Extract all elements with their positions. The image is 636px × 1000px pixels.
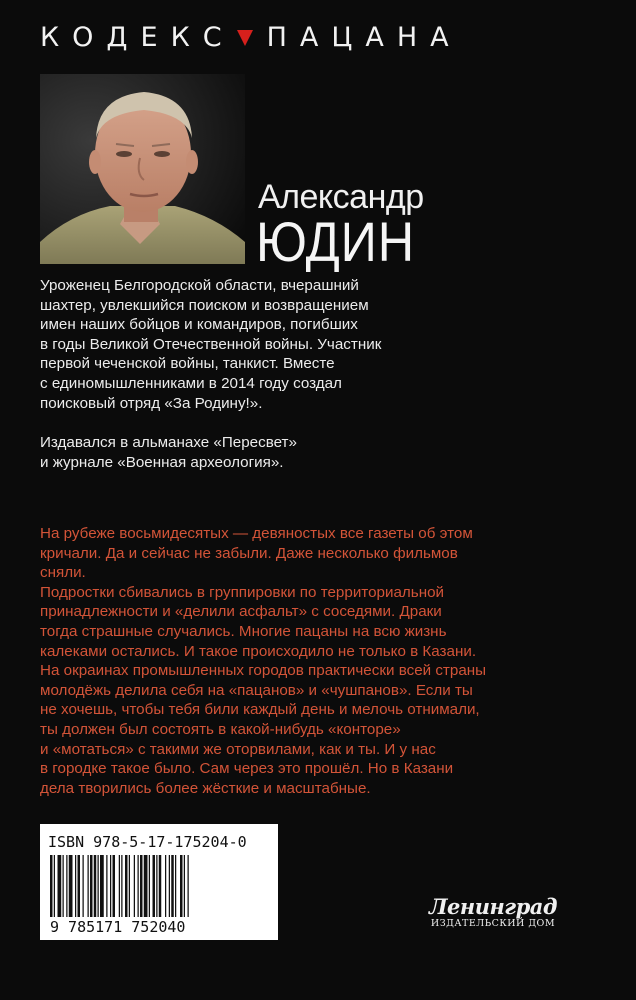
annotation-line: не хочешь, чтобы тебя били каждый день и мелочь отнимали, [40,701,480,719]
barcode-bar [175,855,176,917]
author-bio [40,276,520,472]
barcode-bar [188,855,189,917]
series-title [40,22,600,53]
author-photo [40,74,245,264]
annotation-line: На рубеже восьмидесятых — девяностых все газеты об этом [40,525,473,542]
barcode-bar [138,855,139,917]
annotation-line: молодёжь делила себя на «пацанов» и «чушпанов». Если ты [40,681,473,699]
annotation-line: дела творились более жёсткие и масштабные. [40,779,371,797]
barcode-bar [66,855,67,917]
annotation-line: сняли. [40,564,86,582]
bio-paragraph [40,276,520,413]
annotation-line: калеками остались. И такое происходило не только в Казани. [40,642,477,660]
barcode-bar [50,855,53,917]
barcode-bar [83,855,84,917]
barcode-icon [48,855,272,917]
annotation-line: На окраинах промышленных городов практически всей страны [40,662,487,680]
annotation-line: принадлежности и «делили асфальт» с соседями. Драки [40,603,442,621]
bio-line: шахтер, увлекшийся поиском и возвращением [40,296,369,314]
annotation-line: тогда страшные случались. Многие пацаны на всю жизнь [40,622,447,640]
isbn-block [40,824,278,940]
barcode-bar [153,855,156,917]
barcode-bar [98,855,99,917]
barcode-bar [129,855,130,917]
barcode-bar [75,855,76,917]
barcode-bar [113,855,116,917]
series-triangle-icon [237,30,253,46]
bio-line: в годы Великой Отечественной войны. Участник [40,335,382,353]
barcode-bar [88,855,89,917]
annotation-line: ты должен был состоять в какой-нибудь «конторе» [40,720,401,738]
barcode-bar [54,855,55,917]
barcode-bar [110,855,111,917]
barcode-bar [121,855,122,917]
bio-line: поисковый отряд «За Родину!». [40,394,263,412]
annotation-line: кричали. Да и сейчас не забыли. Даже несколько фильмов [40,544,458,562]
barcode-bar [159,855,162,917]
series-title-right: ПАЦАНА [266,22,462,53]
bio-line: с единомышленниками в 2014 году создал [40,374,342,392]
publisher-name: Ленинград [428,894,558,919]
bio-line: Уроженец Белгородской области, вчерашний [40,277,359,294]
annotation-paragraph [40,524,600,798]
isbn-label: ISBN 978-5-17-175204-0 [48,833,247,851]
bio-line: Издавался в альманахе «Пересвет» [40,434,297,452]
barcode-bar [69,855,73,917]
barcode-bar [171,855,174,917]
series-title-left: КОДЕКС [40,22,235,53]
annotation-line: и «мотаться» с такими же оторвилами, как и ты. И у нас [40,740,436,758]
barcode-bar [144,855,148,917]
bio-line: и журнале «Военная археология». [40,453,284,471]
barcode-bar [119,855,120,917]
barcode-bar [134,855,135,917]
barcode-bar [149,855,150,917]
barcode-bar [184,855,185,917]
barcode-bar [90,855,93,917]
book-annotation [40,524,600,798]
barcode-bar [94,855,97,917]
publisher-subtitle: ИЗДАТЕЛЬСКИЙ ДОМ [430,918,556,929]
isbn-digits: 9 785171 752040 [50,918,272,936]
barcode-bar [180,855,183,917]
barcode-bar [63,855,64,917]
annotation-line: Подростки сбивались в группировки по территориальной [40,583,445,601]
barcode-bar [78,855,81,917]
barcode-bar [165,855,166,917]
annotation-line: в городке такое было. Сам через это прошёл. Но в Казани [40,760,454,778]
barcode-bar [58,855,62,917]
author-last-name: ЮДИН [256,210,416,273]
bio-line: имен наших бойцов и командиров, погибших [40,316,358,334]
bio-line: первой чеченской войны, танкист. Вместе [40,355,335,373]
barcode-bar [125,855,128,917]
barcode-bar [169,855,170,917]
publisher-logo [408,896,578,929]
barcode-bar [106,855,107,917]
barcode-bar [100,855,104,917]
barcode-bar [156,855,157,917]
author-portrait-icon [40,74,245,264]
author-first-name: Александр [258,178,424,216]
barcode-bar [140,855,143,917]
bio-publications [40,433,520,472]
